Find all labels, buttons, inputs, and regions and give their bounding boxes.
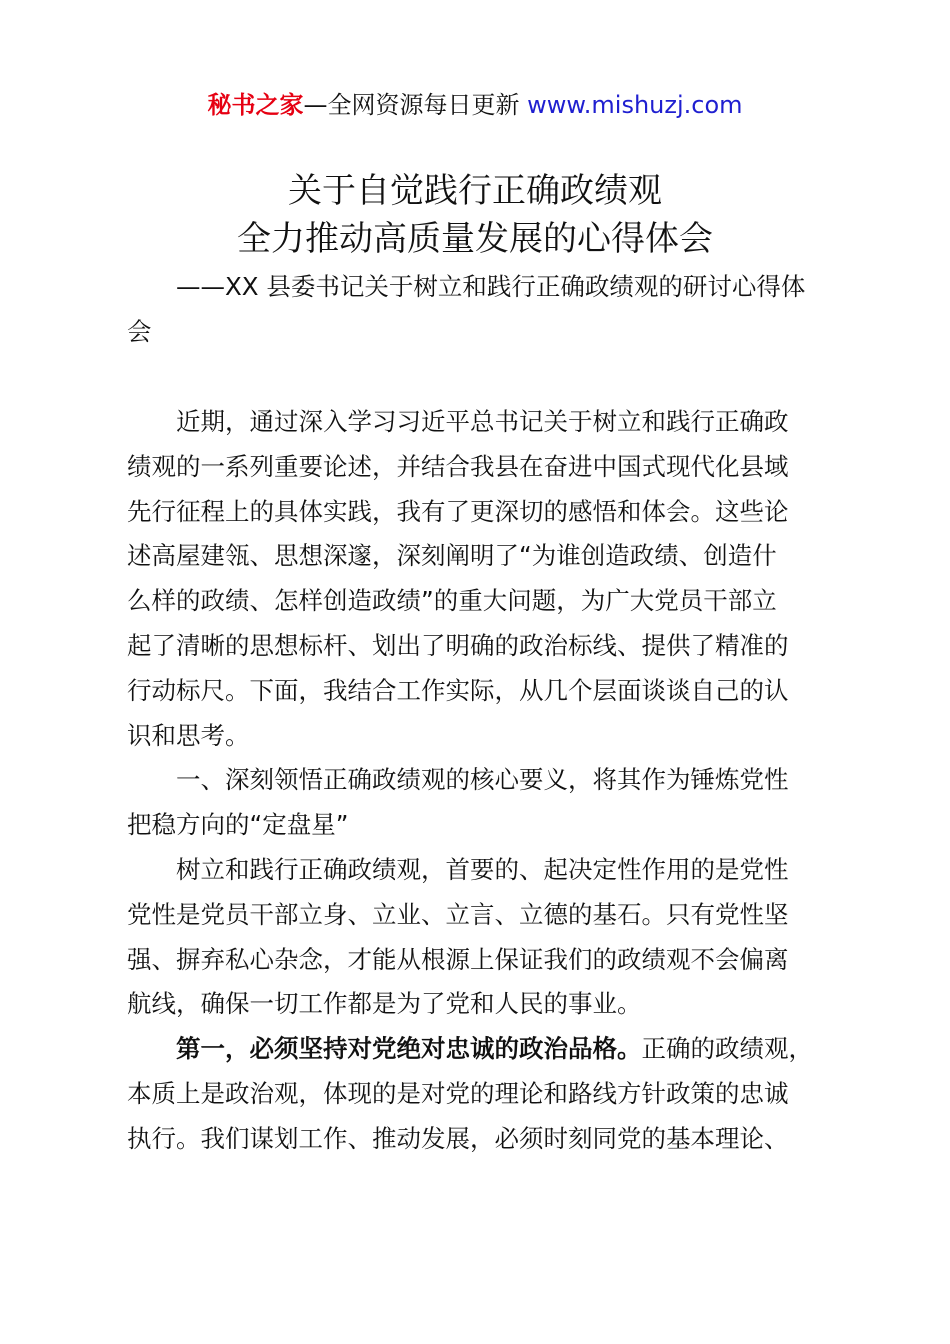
header-tagline: —全网资源每日更新	[303, 91, 528, 119]
document-title-line-2: 全力推动高质量发展的心得体会	[237, 219, 713, 259]
paragraph-line: 起了清晰的思想标杆、划出了明确的政治标线、提供了精准的	[127, 630, 789, 660]
paragraph-line: 本质上是政治观，体现的是对党的理论和路线方针政策的忠诚	[127, 1078, 789, 1108]
paragraph-line: 绩观的一系列重要论述，并结合我县在奋进中国式现代化县域	[127, 451, 789, 481]
paragraph-intro	[127, 400, 837, 758]
paragraph-line: 么样的政绩、怎样创造政绩”的重大问题，为广大党员干部立	[127, 586, 777, 616]
document-title-line-1: 关于自觉践行正确政绩观	[288, 171, 662, 211]
paragraph-line: 强、摒弃私心杂念，才能从根源上保证我们的政绩观不会偏离	[127, 944, 789, 974]
site-url[interactable]: www.mishuzj.com	[527, 91, 743, 119]
paragraph-line: 近期，通过深入学习习近平总书记关于树立和践行正确政	[176, 407, 789, 436]
brand-name: 秘书之家	[207, 91, 304, 119]
paragraph-line: 航线，确保一切工作都是为了党和人民的事业。	[127, 989, 642, 1019]
lead-rest: 正确的政绩观，	[641, 1034, 813, 1063]
paragraph-line: 先行征程上的具体实践，我有了更深切的感悟和体会。这些论	[127, 496, 789, 526]
paragraph-line	[127, 1027, 837, 1072]
paragraph-line: 党性是党员干部立身、立业、立言、立德的基石。只有党性坚	[127, 899, 789, 929]
paragraph-party-spirit	[127, 848, 837, 1027]
site-header	[0, 88, 950, 122]
section-heading-1	[127, 758, 837, 848]
heading-line: 把稳方向的“定盘星”	[127, 809, 349, 839]
paragraph-line: 树立和践行正确政绩观，首要的、起决定性作用的是党性	[176, 855, 789, 884]
subtitle-line-1: ——XX 县委书记关于树立和践行正确政绩观的研讨心得体	[176, 272, 806, 301]
heading-line: 一、深刻领悟正确政绩观的核心要义，将其作为锤炼党性	[176, 765, 789, 794]
paragraph-line: 识和思考。	[127, 720, 250, 750]
paragraph-line: 执行。我们谋划工作、推动发展，必须时刻同党的基本理论、	[127, 1123, 789, 1153]
paragraph-line: 行动标尺。下面，我结合工作实际，从几个层面谈谈自己的认	[127, 675, 789, 705]
bold-lead: 第一，必须坚持对党绝对忠诚的政治品格。	[176, 1034, 642, 1063]
paragraph-line: 述高屋建瓴、思想深邃，深刻阐明了“为谁创造政绩、创造什	[127, 541, 777, 571]
paragraph-loyalty	[127, 1027, 837, 1161]
subtitle-line-2: 会	[127, 317, 152, 346]
